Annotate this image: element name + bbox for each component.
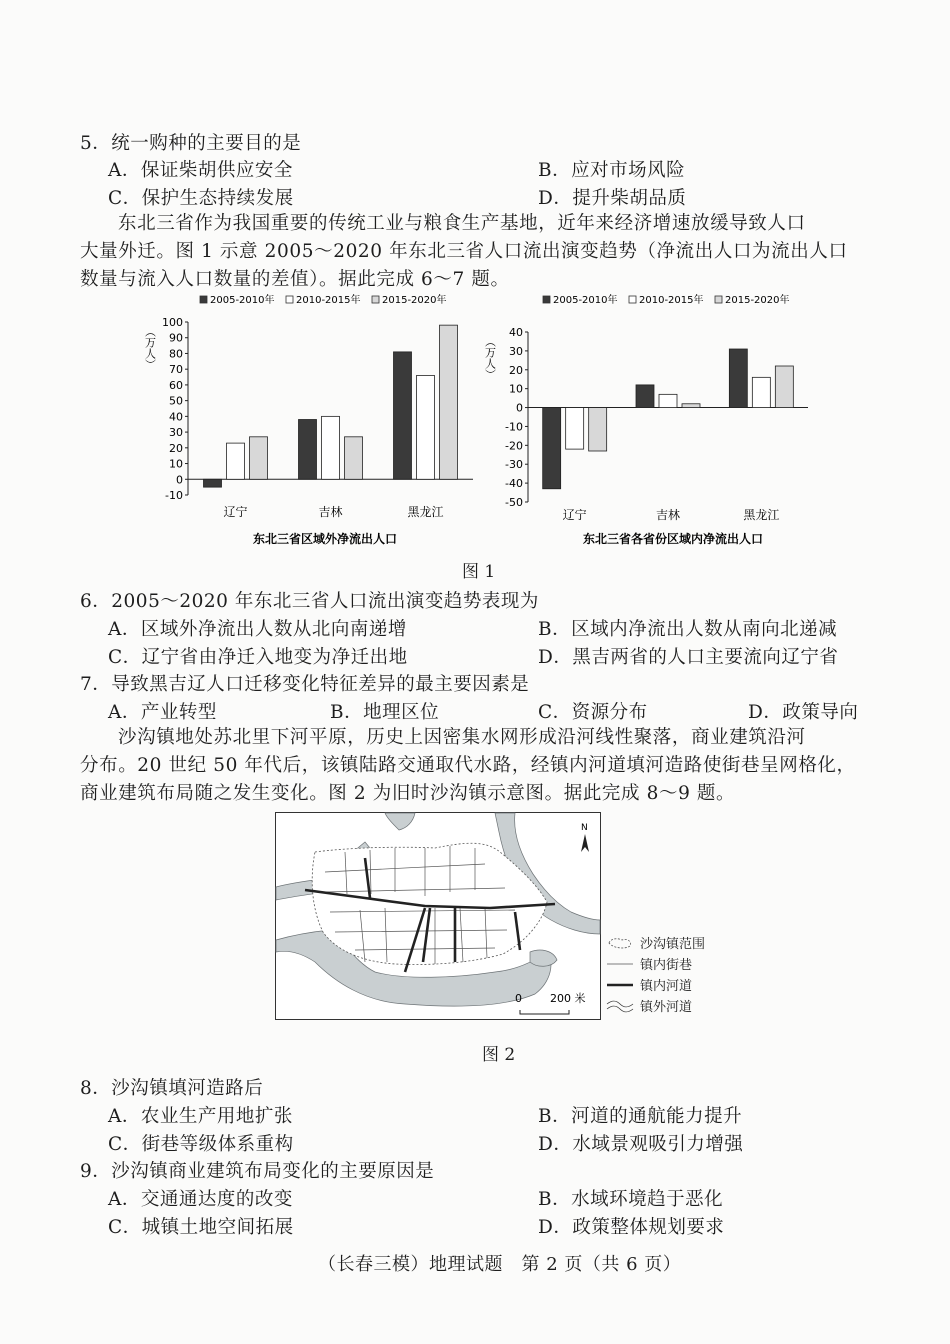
bar — [417, 375, 435, 479]
category-label: 吉林 — [318, 505, 343, 519]
q9-option-c: C．城镇土地空间拓展 — [108, 1217, 294, 1238]
q6-option-b: B．区域内净流出人数从南向北递减 — [538, 619, 838, 640]
y-tick-label: -10 — [505, 420, 523, 434]
bar — [394, 352, 412, 479]
bar — [299, 420, 317, 480]
y-tick-label: 30 — [169, 426, 183, 440]
y-axis-label: （万人） — [483, 336, 497, 380]
legend-swatch — [372, 296, 379, 303]
bar — [250, 437, 268, 479]
category-label: 吉林 — [655, 508, 681, 522]
bar — [204, 479, 222, 487]
legend-swatch — [715, 296, 722, 303]
bar — [729, 349, 747, 408]
chart-title: 东北三省区域外净流出人口 — [252, 532, 398, 546]
passage-1-line-3: 数量与流入人口数量的差值）。据此完成 6～7 题。 — [80, 269, 510, 290]
q6-stem: 6．2005～2020 年东北三省人口流出演变趋势表现为 — [80, 591, 539, 612]
page-footer: （长春三模）地理试题 第 2 页（共 6 页） — [318, 1254, 682, 1275]
bar — [440, 325, 458, 479]
legend-swatch — [200, 296, 207, 303]
category-label: 黑龙江 — [743, 508, 780, 522]
q8-option-b: B．河道的通航能力提升 — [538, 1106, 743, 1127]
q7-option-a: A．产业转型 — [108, 702, 217, 723]
y-tick-label: 0 — [176, 473, 183, 487]
y-tick-label: 40 — [169, 410, 183, 424]
town-range-icon — [606, 936, 634, 950]
q7-option-b: B．地理区位 — [330, 702, 440, 723]
q8-option-d: D．水域景观吸引力增强 — [538, 1134, 744, 1155]
bar — [227, 443, 245, 479]
figure-1-caption: 图 1 — [462, 562, 496, 582]
bar — [322, 416, 340, 479]
bar — [752, 377, 770, 407]
q9-option-d: D．政策整体规划要求 — [538, 1217, 725, 1238]
q9-stem: 9．沙沟镇商业建筑布局变化的主要原因是 — [80, 1161, 435, 1182]
y-tick-label: 20 — [169, 441, 183, 455]
bar — [345, 437, 363, 479]
outer-river-icon — [606, 999, 634, 1013]
figure-2-caption: 图 2 — [482, 1045, 516, 1065]
bar — [659, 394, 677, 407]
q8-option-a: A．农业生产用地扩张 — [108, 1106, 293, 1127]
q5-option-b: B．应对市场风险 — [538, 160, 686, 181]
passage-1-line-1: 东北三省作为我国重要的传统工业与粮食生产基地，近年来经济增速放缓导致人口 — [118, 213, 806, 234]
y-axis-label: （万人） — [143, 326, 157, 370]
legend-inner-canal: 镇内河道 — [606, 974, 705, 995]
y-tick-label: 80 — [169, 347, 183, 361]
legend-swatch — [543, 296, 550, 303]
shagou-town-map — [275, 812, 601, 1020]
bar — [589, 408, 607, 451]
chart-legend — [200, 293, 447, 306]
passage-2-line-1: 沙沟镇地处苏北里下河平原，历史上因密集水网形成沿河线性聚落，商业建筑沿河 — [118, 727, 806, 748]
q7-option-d: D．政策导向 — [748, 702, 859, 723]
legend-label: 2005-2010年 — [210, 295, 275, 306]
q7-stem: 7．导致黑吉辽人口迁移变化特征差异的最主要因素是 — [80, 674, 530, 695]
y-tick-label: -50 — [505, 496, 523, 509]
q9-option-b: B．水域环境趋于恶化 — [538, 1189, 724, 1210]
legend-label: 2015-2020年 — [382, 295, 447, 306]
q5-stem: 5．统一购种的主要目的是 — [80, 133, 302, 154]
bar — [543, 408, 561, 489]
category-label: 黑龙江 — [407, 505, 444, 519]
passage-1 — [80, 210, 848, 294]
inner-canal-icon — [606, 978, 634, 992]
legend-swatch — [629, 296, 636, 303]
legend-label: 2010-2015年 — [296, 295, 361, 306]
y-tick-label: -10 — [165, 489, 183, 502]
y-tick-label: 20 — [509, 363, 523, 377]
y-tick-label: 100 — [162, 316, 183, 329]
legend-label: 2010-2015年 — [639, 295, 704, 306]
category-label: 辽宁 — [562, 508, 587, 522]
q5-option-a: A．保证柴胡供应安全 — [108, 160, 293, 181]
north-label: N — [581, 823, 588, 833]
bar — [682, 404, 700, 408]
street-line-icon — [606, 957, 634, 971]
scale-distance: 200 米 — [550, 992, 586, 1005]
y-tick-label: 90 — [169, 331, 183, 345]
passage-2 — [80, 724, 856, 808]
y-tick-label: 40 — [509, 326, 523, 339]
chart-title: 东北三省各省份区域内净流出人口 — [582, 532, 764, 546]
passage-2-line-3: 商业建筑布局随之发生变化。图 2 为旧时沙沟镇示意图。据此完成 8～9 题。 — [80, 783, 736, 804]
map-legend — [606, 932, 705, 1016]
q8-option-c: C．街巷等级体系重构 — [108, 1134, 294, 1155]
y-tick-label: 60 — [169, 378, 183, 392]
y-tick-label: -30 — [505, 458, 523, 472]
q6-option-c: C．辽宁省由净迁入地变为净迁出地 — [108, 647, 408, 668]
passage-1-line-2: 大量外迁。图 1 示意 2005～2020 年东北三省人口流出演变趋势（净流出人口为流出人口 — [80, 241, 848, 262]
q9-option-a: A．交通通达度的改变 — [108, 1189, 293, 1210]
category-label: 辽宁 — [223, 505, 248, 519]
y-tick-label: 70 — [169, 363, 183, 377]
q8-stem: 8．沙沟镇填河造路后 — [80, 1078, 264, 1099]
q5-option-d: D．提升柴胡品质 — [538, 188, 687, 209]
chart-outflow-inside-region — [478, 290, 828, 555]
q6-option-a: A．区域外净流出人数从北向南递增 — [108, 619, 407, 640]
passage-2-line-2: 分布。20 世纪 50 年代后，该镇陆路交通取代水路，经镇内河道填河造路使街巷呈网格化， — [80, 755, 856, 776]
legend-outer-river: 镇外河道 — [606, 995, 705, 1016]
q6-option-d: D．黑吉两省的人口主要流向辽宁省 — [538, 647, 839, 668]
bar — [636, 385, 654, 408]
legend-town-range: 沙沟镇范围 — [606, 932, 705, 953]
legend-street: 镇内街巷 — [606, 953, 705, 974]
y-tick-label: 0 — [516, 401, 523, 415]
chart-outflow-outside-region — [130, 290, 485, 555]
y-tick-label: 10 — [169, 457, 183, 471]
y-tick-label: 10 — [509, 382, 523, 396]
q5-option-c: C．保护生态持续发展 — [108, 188, 294, 209]
y-tick-label: -40 — [505, 477, 523, 491]
legend-swatch — [286, 296, 293, 303]
legend-label: 2015-2020年 — [725, 295, 790, 306]
legend-label: 2005-2010年 — [553, 295, 618, 306]
y-tick-label: -20 — [505, 439, 523, 453]
y-tick-label: 50 — [169, 394, 183, 408]
bar — [775, 366, 793, 408]
chart-legend — [543, 293, 790, 306]
scale-zero: 0 — [515, 992, 522, 1005]
y-tick-label: 30 — [509, 344, 523, 358]
q7-option-c: C．资源分布 — [538, 702, 648, 723]
bar — [566, 408, 584, 450]
